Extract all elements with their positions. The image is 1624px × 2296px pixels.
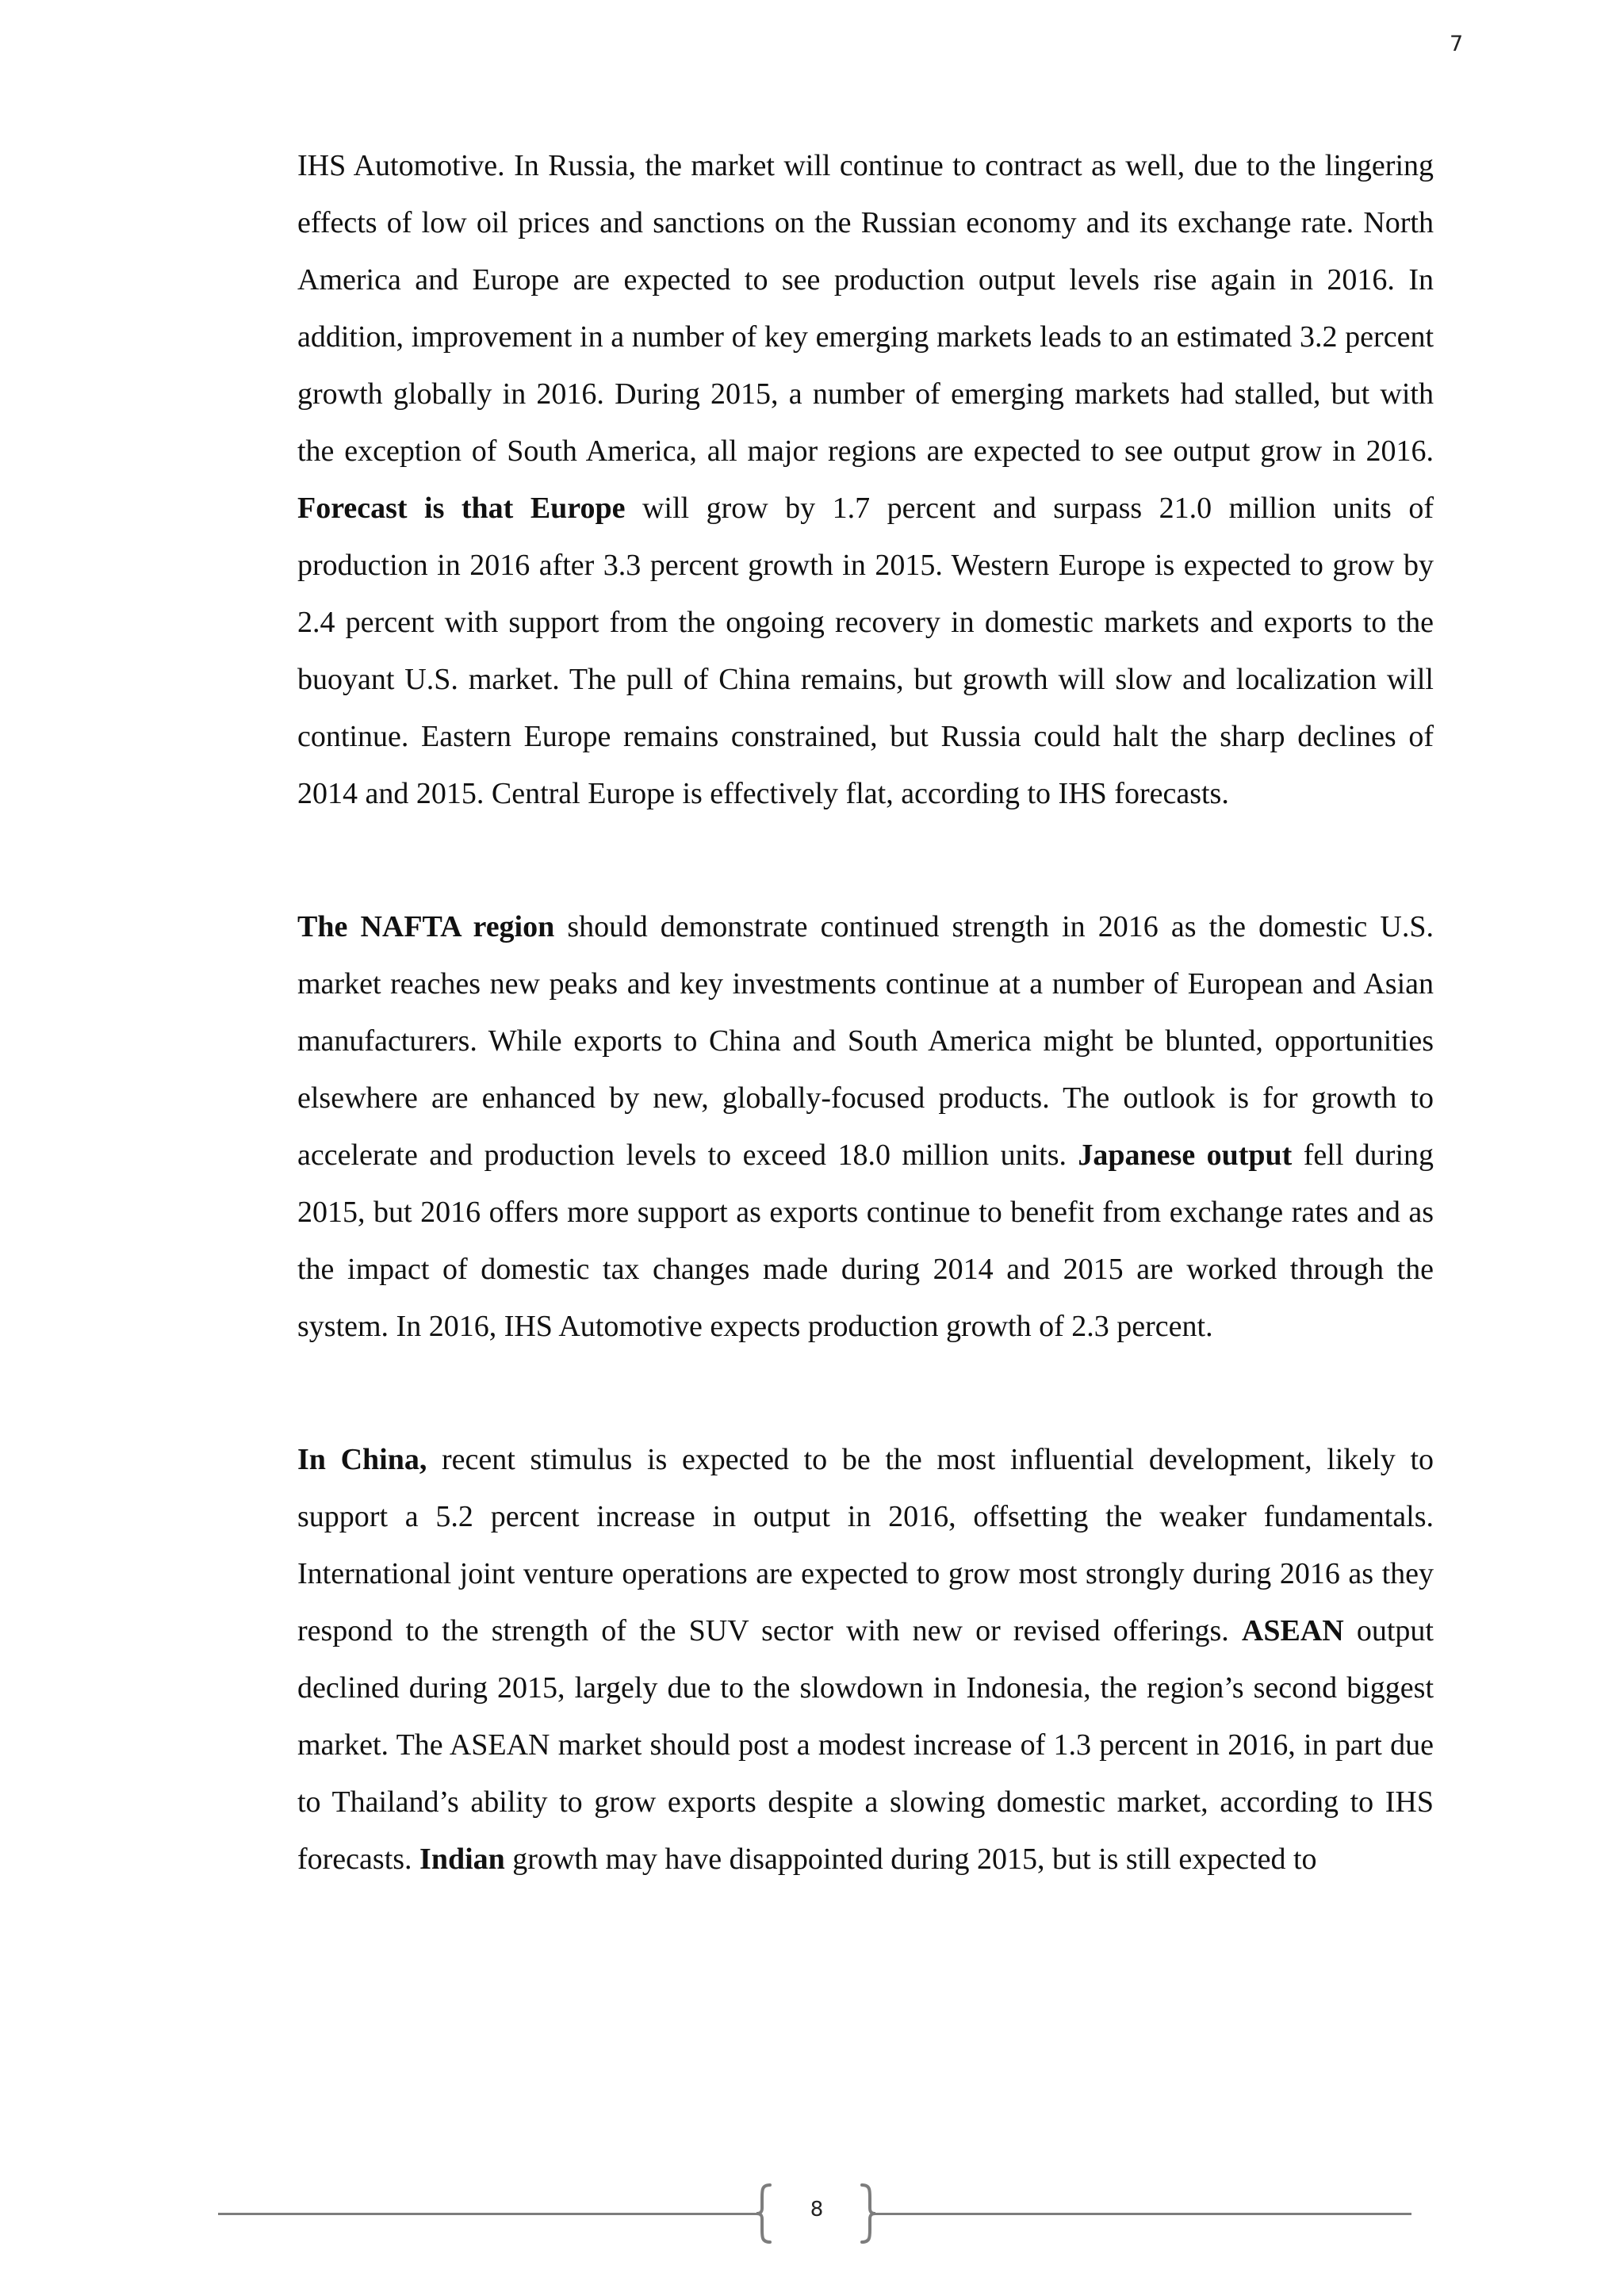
document-body [297,137,1434,1888]
bold-phrase: Japanese output [1078,1138,1293,1172]
paragraph-europe-outlook [297,137,1434,822]
bold-phrase: Indian [419,1843,505,1876]
bold-phrase: In China, [297,1443,427,1476]
paragraph-text: recent stimulus is expected to be the most influential development, likely to support a 5.2 percent increase in output in 2016, offsetting the weaker fundamentals. International joint venture operations are expected to grow most strongly during 2016 as they respond to the strength of the SUV sector with new or revised offerings. [297,1443,1434,1647]
paragraph-text: output declined during 2015, largely due to the slowdown in Indonesia, the region’s second biggest market. The ASEAN market should post a modest increase of 1.3 percent in 2016, in part due to Thailand’s ability to grow exports despite a slowing domestic market, according to IHS forecasts. [297,1614,1434,1876]
footer-page-number: 8 [810,2198,824,2221]
header-page-number: 7 [1450,32,1464,56]
paragraph-text: growth may have disappointed during 2015, but is still expected to [504,1843,1317,1876]
page-footer [218,2182,1411,2245]
paragraph-nafta-japan [297,898,1434,1355]
left-brace-icon [753,2182,775,2245]
footer-rule-right [871,2213,1411,2215]
paragraph-text: fell during 2015, but 2016 offers more support as exports continue to benefit from exchange rates and as the impact of domestic tax changes made during 2014 and 2015 are worked through the system. In 2016, IHS Automotive expects production growth of 2.3 percent. [297,1138,1434,1343]
paragraph-text: will grow by 1.7 percent and surpass 21.0 million units of production in 2016 after 3.3 percent growth in 2015. Western Europe is expected to grow by 2.4 percent with support from the ongoing recovery in domestic markets and exports to the buoyant U.S. market. The pull of China remains, but growth will slow and localization will continue. Eastern Europe remains constrained, but Russia could halt the sharp declines of 2014 and 2015. Central Europe is effectively flat, according to IHS forecasts. [297,492,1434,810]
paragraph-china-asean-india [297,1431,1434,1888]
bold-phrase: Forecast is that Europe [297,492,626,525]
footer-rule-left [218,2213,760,2215]
paragraph-text: IHS Automotive. In Russia, the market will continue to contract as well, due to the lingering effects of low oil prices and sanctions on the Russian economy and its exchange rate. North America and Europe are expected to see production output levels rise again in 2016. In addition, improvement in a number of key emerging markets leads to an estimated 3.2 percent growth globally in 2016. During 2015, a number of emerging markets had stalled, but with the exception of South America, all major regions are expected to see output grow in 2016. [297,149,1434,468]
paragraph-text: should demonstrate continued strength in 2016 as the domestic U.S. market reaches new peaks and key investments continue at a number of European and Asian manufacturers. While exports to China and South America might be blunted, opportunities elsewhere are enhanced by new, globally-focused products. The outlook is for growth to accelerate and production levels to exceed 18.0 million units. [297,910,1434,1172]
bold-phrase: ASEAN [1241,1614,1344,1647]
bold-phrase: The NAFTA region [297,910,555,943]
